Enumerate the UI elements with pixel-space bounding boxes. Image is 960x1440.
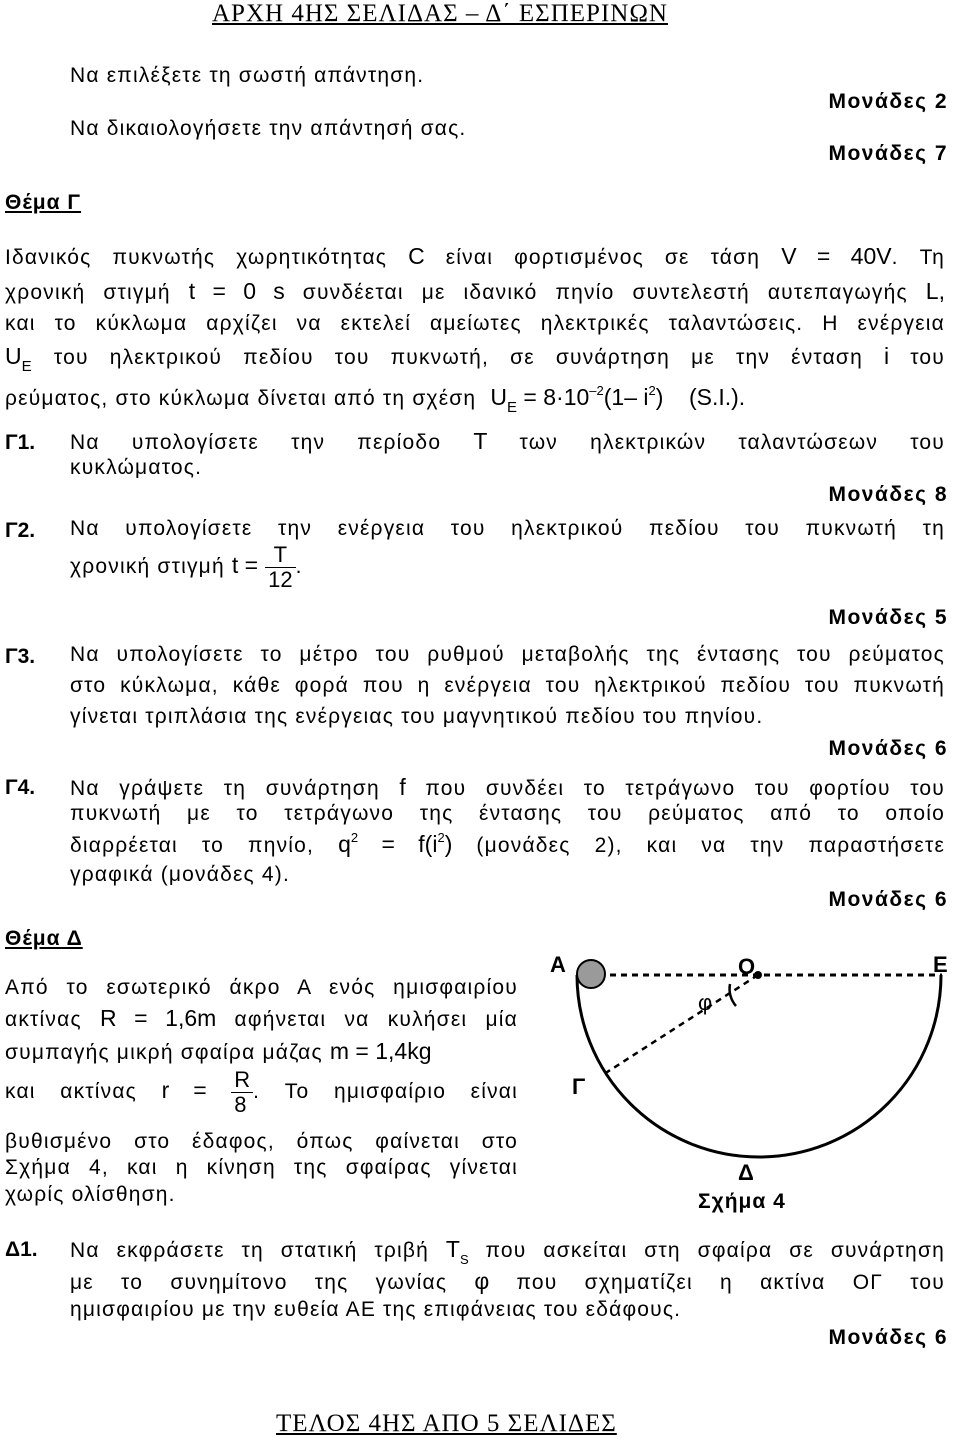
label-phi: φ	[698, 990, 713, 1015]
d1-line-3: ημισφαιρίου με την ευθεία ΑΕ της επιφάνειας του εδάφους.	[70, 1298, 682, 1321]
g4-points: Μονάδες 6	[828, 888, 948, 911]
label-o: Ο	[738, 954, 756, 979]
g2-line-1: Να υπολογίσετε την ενέργεια του ηλεκτρικού πεδίου του πυκνωτή τη	[70, 517, 945, 540]
g3-line-3: γίνεται τριπλάσια της ενέργειας του μαγνητικού πεδίου του πηνίου.	[70, 705, 764, 728]
intro-line-2: Να δικαιολογήσετε την απάντησή σας.	[70, 117, 467, 140]
g4-line-1: Να γράψετε τη συνάρτηση f που συνδέει το τετράγωνο του φορτίου του	[70, 774, 945, 800]
intro-line-1: Να επιλέξετε τη σωστή απάντηση.	[70, 64, 425, 87]
theme-d-line-2: ακτίνας R = 1,6m αφήνεται να κυλήσει μία	[5, 1005, 518, 1031]
theme-d-line-7: χωρίς ολίσθηση.	[5, 1183, 176, 1206]
g4-line-4: γραφικά (μονάδες 4).	[70, 863, 291, 886]
d1-line-2: με το συνημίτονο της γωνίας φ που σχηματίζει η ακτίνα ΟΓ του	[70, 1268, 945, 1294]
g4-line-3: διαρρέεται το πηνίο, $q^2 = f(i^2)$ (μονάδες 2), και να την παραστήσετε	[70, 830, 946, 857]
g4-label: Γ4.	[5, 776, 36, 799]
theme-d-line-6: Σχήμα 4, και η κίνηση της σφαίρας γίνεται	[5, 1156, 518, 1179]
fraction-t-over-12: $\frac{T}{12}$	[265, 543, 295, 592]
theme-d-line-4: και ακτίνας r = $\frac{R}{8}$ . Το ημισφαίριο είναι	[5, 1067, 518, 1117]
label-e: Ε	[933, 952, 948, 977]
d1-label: Δ1.	[5, 1238, 38, 1261]
theme-g-title: Θέμα Γ	[5, 191, 82, 214]
g3-line-2: στο κύκλωμα, κάθε φορά που η ενέργεια του ηλεκτρικού πεδίου του πυκνωτή	[70, 674, 945, 697]
label-d: Δ	[738, 1160, 754, 1185]
g2-line-2: χρονική στιγμή t = $\frac{T}{12}$ .	[70, 542, 303, 592]
angle-phi-arc	[730, 984, 736, 1006]
theme-d-line-1: Από το εσωτερικό άκρο Α ενός ημισφαιρίου	[5, 976, 518, 999]
energy-equation: $U_E = 8\cdot 10^{-2}(1-$ $i^2$) (S.I.).	[490, 383, 746, 416]
g1-line-1: Να υπολογίσετε την περίοδο T των ηλεκτρικών ταλαντώσεων του	[70, 428, 945, 454]
g2-points: Μονάδες 5	[828, 606, 948, 629]
theme-g-line-5: ρεύματος, στο κύκλωμα δίνεται από τη σχέση $U_E = 8\cdot 10^{-2}(1-$ $i^2$) (S.I.).	[5, 383, 746, 416]
intro-points-1: Μονάδες 2	[828, 90, 948, 113]
theme-d-line-5: βυθισμένο στο έδαφος, όπως φαίνεται στο	[5, 1130, 518, 1153]
theme-d-title: Θέμα Δ	[5, 927, 83, 950]
g1-line-2: κυκλώματος.	[70, 456, 203, 479]
g2-label: Γ2.	[5, 519, 36, 542]
g3-line-1: Να υπολογίσετε το μέτρο του ρυθμού μεταβολής της έντασης του ρεύματος	[70, 643, 945, 666]
sphere	[577, 960, 605, 988]
label-a: Α	[550, 952, 566, 977]
d1-line-1: Να εκφράσετε τη στατική τριβή $T_S$ που ασκείται στη σφαίρα σε συνάρτηση	[70, 1236, 945, 1267]
d1-points: Μονάδες 6	[828, 1326, 948, 1349]
figure-caption: Σχήμα 4	[698, 1190, 786, 1213]
intro-points-2: Μονάδες 7	[828, 142, 948, 165]
theme-g-line-1: Ιδανικός πυκνωτής χωρητικότητας C είναι φορτισμένος σε τάση V = 40V. Τη	[5, 243, 945, 269]
g1-label: Γ1.	[5, 431, 36, 454]
g4-line-2: πυκνωτή με το τετράγωνο της έντασης του ρεύματος από το οποίο	[70, 802, 945, 825]
page-footer: ΤΕΛΟΣ 4ΗΣ ΑΠΟ 5 ΣΕΛΙΔΕΣ	[276, 1410, 617, 1437]
g1-points: Μονάδες 8	[828, 483, 948, 506]
theme-g-line-4: $U_E$ του ηλεκτρικού πεδίου του πυκνωτή, σε συνάρτηση με την ένταση i του	[5, 343, 945, 375]
hemisphere-arc	[577, 975, 941, 1157]
label-g: Γ	[572, 1074, 586, 1099]
radius-og	[601, 975, 758, 1076]
g3-label: Γ3.	[5, 645, 36, 668]
g3-points: Μονάδες 6	[828, 737, 948, 760]
hemisphere-figure	[530, 940, 960, 1230]
theme-g-line-2: χρονική στιγμή t = 0 s συνδέεται με ιδανικό πηνίο συντελεστή αυτεπαγωγής L,	[5, 278, 945, 304]
theme-g-line-3: και το κύκλωμα αρχίζει να εκτελεί αμείωτες ηλεκτρικές ταλαντώσεις. Η ενέργεια	[5, 312, 945, 335]
page-header: ΑΡΧΗ 4ΗΣ ΣΕΛΙΔΑΣ – Δ΄ ΕΣΠΕΡΙΝΩΝ	[212, 0, 668, 27]
fraction-r-over-8: $\frac{R}{8}$	[231, 1068, 253, 1117]
theme-d-line-3: συμπαγής μικρή σφαίρα μάζας m = 1,4kg	[5, 1038, 432, 1064]
